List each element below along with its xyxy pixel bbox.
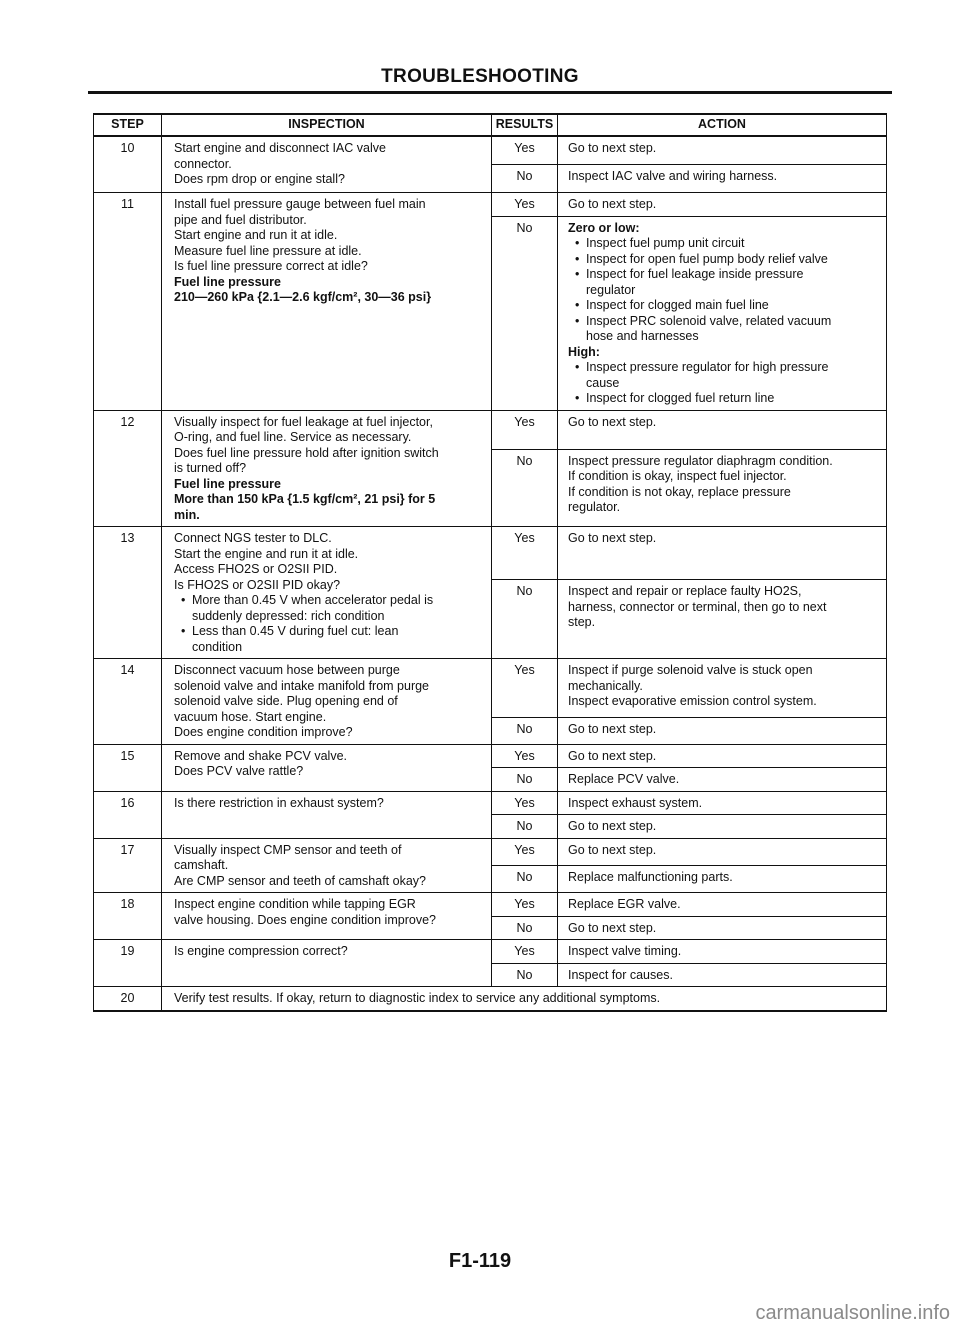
result-yes: Yes — [492, 791, 558, 815]
step-number: 19 — [94, 940, 162, 987]
table-row — [94, 193, 887, 217]
action-cell: Go to next step. — [558, 717, 887, 744]
result-no: No — [492, 916, 558, 940]
action-cell: Zero or low: • Inspect fuel pump unit circuit • Inspect for open fuel pump body relief valve • Inspect for fuel leakage inside pressure regulator • Inspect for clogged main fuel line • Inspect PRC solenoid valve, related vacuum hose and harnesses High: • Inspect pressure regulator for high pressure cause • Inspect for clogged fuel return line — [558, 216, 887, 410]
page-number: F1-119 — [448, 1250, 512, 1272]
action-cell: Go to next step. — [558, 815, 887, 839]
action-cell: Inspect pressure regulator diaphragm condition. If condition is okay, inspect fuel injector. If condition is not okay, replace pressure regulator. — [558, 449, 887, 527]
result-no: No — [492, 216, 558, 410]
inspection-cell: Install fuel pressure gauge between fuel main pipe and fuel distributor. Start engine and run it at idle. Measure fuel line pressure at idle. Is fuel line pressure correct at idle? Fuel line pressure 210—260 kPa {2.1—2.6 kgf/cm², 30—36 psi} — [162, 193, 492, 411]
result-no: No — [492, 815, 558, 839]
action-cell: Go to next step. — [558, 136, 887, 165]
result-yes: Yes — [492, 744, 558, 768]
final-step-text: Verify test results. If okay, return to diagnostic index to service any additional symptoms. — [162, 987, 887, 1011]
table-row — [94, 838, 887, 865]
action-cell: Go to next step. — [558, 527, 887, 580]
result-yes: Yes — [492, 410, 558, 449]
action-cell: Inspect exhaust system. — [558, 791, 887, 815]
action-cell: Inspect if purge solenoid valve is stuck open mechanically. Inspect evaporative emission control system. — [558, 659, 887, 718]
step-number: 17 — [94, 838, 162, 893]
result-yes: Yes — [492, 527, 558, 580]
inspection-cell: Visually inspect for fuel leakage at fuel injector, O-ring, and fuel line. Service as necessary. Does fuel line pressure hold after ignition switch is turned off? Fuel line pressure More than 150 kPa {1.5 kgf/cm², 21 psi} for 5 min. — [162, 410, 492, 527]
page-title: TROUBLESHOOTING — [381, 66, 579, 87]
result-no: No — [492, 717, 558, 744]
result-no: No — [492, 963, 558, 987]
header-step: STEP — [94, 114, 162, 136]
action-cell: Replace PCV valve. — [558, 768, 887, 792]
table-row — [94, 940, 887, 964]
inspection-cell: Visually inspect CMP sensor and teeth of camshaft. Are CMP sensor and teeth of camshaft okay? — [162, 838, 492, 893]
table-row — [94, 893, 887, 917]
result-yes: Yes — [492, 136, 558, 165]
header-action: ACTION — [558, 114, 887, 136]
action-cell: Inspect valve timing. — [558, 940, 887, 964]
step-number: 18 — [94, 893, 162, 940]
step-number: 13 — [94, 527, 162, 659]
inspection-cell: Is engine compression correct? — [162, 940, 492, 987]
result-no: No — [492, 580, 558, 659]
step-number: 20 — [94, 987, 162, 1011]
action-cell: Go to next step. — [558, 193, 887, 217]
result-yes: Yes — [492, 659, 558, 718]
step-number: 15 — [94, 744, 162, 791]
result-no: No — [492, 449, 558, 527]
inspection-cell: Start engine and disconnect IAC valve connector. Does rpm drop or engine stall? — [162, 136, 492, 193]
inspection-cell: Is there restriction in exhaust system? — [162, 791, 492, 838]
action-cell: Go to next step. — [558, 838, 887, 865]
table-row — [94, 527, 887, 580]
table-row — [94, 744, 887, 768]
action-cell: Go to next step. — [558, 916, 887, 940]
table-row — [94, 410, 887, 449]
table-header-row — [94, 114, 887, 136]
action-cell: Go to next step. — [558, 744, 887, 768]
inspection-cell: Disconnect vacuum hose between purge solenoid valve and intake manifold from purge solenoid valve side. Plug opening end of vacuum hose. Start engine. Does engine condition improve? — [162, 659, 492, 745]
header-results: RESULTS — [492, 114, 558, 136]
result-yes: Yes — [492, 893, 558, 917]
result-no: No — [492, 768, 558, 792]
action-cell: Replace malfunctioning parts. — [558, 865, 887, 892]
title-rule — [88, 91, 892, 94]
action-cell: Inspect IAC valve and wiring harness. — [558, 165, 887, 193]
result-no: No — [492, 865, 558, 892]
header-inspection: INSPECTION — [162, 114, 492, 136]
result-yes: Yes — [492, 838, 558, 865]
step-number: 10 — [94, 136, 162, 193]
action-cell: Inspect and repair or replace faulty HO2S, harness, connector or terminal, then go to next step. — [558, 580, 887, 659]
table-row — [94, 791, 887, 815]
troubleshooting-table — [93, 113, 887, 1012]
action-cell: Go to next step. — [558, 410, 887, 449]
inspection-cell: Remove and shake PCV valve. Does PCV valve rattle? — [162, 744, 492, 791]
action-cell: Inspect for causes. — [558, 963, 887, 987]
step-number: 12 — [94, 410, 162, 527]
action-cell: Replace EGR valve. — [558, 893, 887, 917]
table-row — [94, 659, 887, 718]
inspection-cell: Connect NGS tester to DLC. Start the engine and run it at idle. Access FHO2S or O2SII PID. Is FHO2S or O2SII PID okay? • More than 0.45 V when accelerator pedal is suddenly depressed: rich condition • Less than 0.45 V during fuel cut: lean condition — [162, 527, 492, 659]
step-number: 14 — [94, 659, 162, 745]
table-row — [94, 136, 887, 165]
table-row — [94, 987, 887, 1011]
result-yes: Yes — [492, 193, 558, 217]
watermark: carmanualsonline.info — [755, 1302, 950, 1324]
result-no: No — [492, 165, 558, 193]
step-number: 11 — [94, 193, 162, 411]
inspection-cell: Inspect engine condition while tapping EGR valve housing. Does engine condition improve? — [162, 893, 492, 940]
result-yes: Yes — [492, 940, 558, 964]
step-number: 16 — [94, 791, 162, 838]
